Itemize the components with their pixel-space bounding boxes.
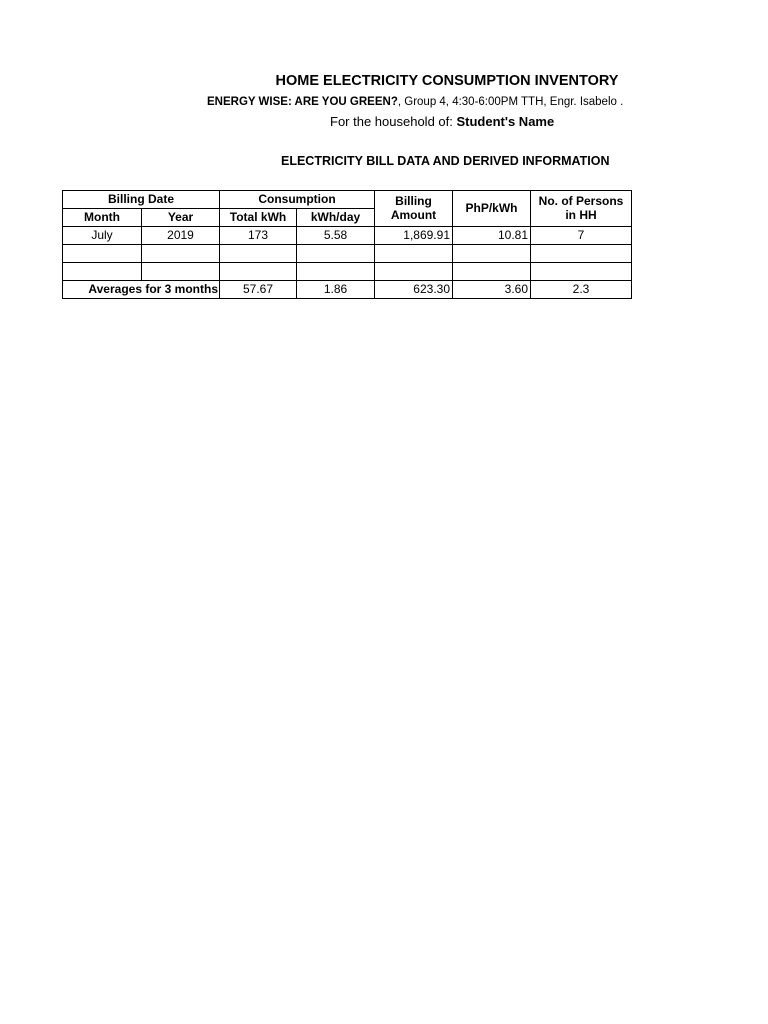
section-title: ELECTRICITY BILL DATA AND DERIVED INFORMATION [281,154,610,168]
cell-kwh-per-day: 5.58 [297,227,375,245]
household-label: For the household of: [330,114,457,129]
header-row-groups [63,191,632,209]
cell-persons [531,263,632,281]
course-name: ENERGY WISE: ARE YOU GREEN? [207,96,398,108]
avg-billing-amount: 623.30 [375,281,453,299]
cell-kwh-per-day [297,245,375,263]
cell-month [63,263,142,281]
avg-php-per-kwh: 3.60 [453,281,531,299]
header-month: Month [63,209,142,227]
cell-year [142,263,220,281]
cell-year [142,245,220,263]
avg-total-kwh: 57.67 [220,281,297,299]
course-subtitle [207,96,623,108]
averages-label: Averages for 3 months [63,281,220,299]
header-consumption: Consumption [220,191,375,209]
header-billing-amount: Billing Amount [375,191,453,227]
cell-php-per-kwh [453,245,531,263]
cell-persons [531,245,632,263]
header-kwh-per-day: kWh/day [297,209,375,227]
household-line [330,114,554,129]
cell-year: 2019 [142,227,220,245]
avg-kwh-per-day: 1.86 [297,281,375,299]
cell-php-per-kwh [453,263,531,281]
cell-total-kwh: 173 [220,227,297,245]
household-name: Student's Name [456,114,555,129]
header-total-kwh: Total kWh [220,209,297,227]
cell-billing-amount [375,263,453,281]
cell-billing-amount [375,245,453,263]
cell-persons: 7 [531,227,632,245]
header-year: Year [142,209,220,227]
cell-total-kwh [220,245,297,263]
cell-kwh-per-day [297,263,375,281]
header-php-per-kwh: PhP/kWh [453,191,531,227]
cell-php-per-kwh: 10.81 [453,227,531,245]
course-details: , Group 4, 4:30-6:00PM TTH, Engr. Isabelo . [397,96,624,108]
averages-row [63,281,632,299]
electricity-bill-table [62,190,632,299]
table-row [63,263,632,281]
header-billing-date: Billing Date [63,191,220,209]
document-title: HOME ELECTRICITY CONSUMPTION INVENTORY [275,73,619,89]
cell-total-kwh [220,263,297,281]
avg-persons: 2.3 [531,281,632,299]
table-row [63,227,632,245]
table-row [63,245,632,263]
cell-billing-amount: 1,869.91 [375,227,453,245]
cell-month [63,245,142,263]
cell-month: July [63,227,142,245]
header-persons-in-hh: No. of Persons in HH [531,191,632,227]
